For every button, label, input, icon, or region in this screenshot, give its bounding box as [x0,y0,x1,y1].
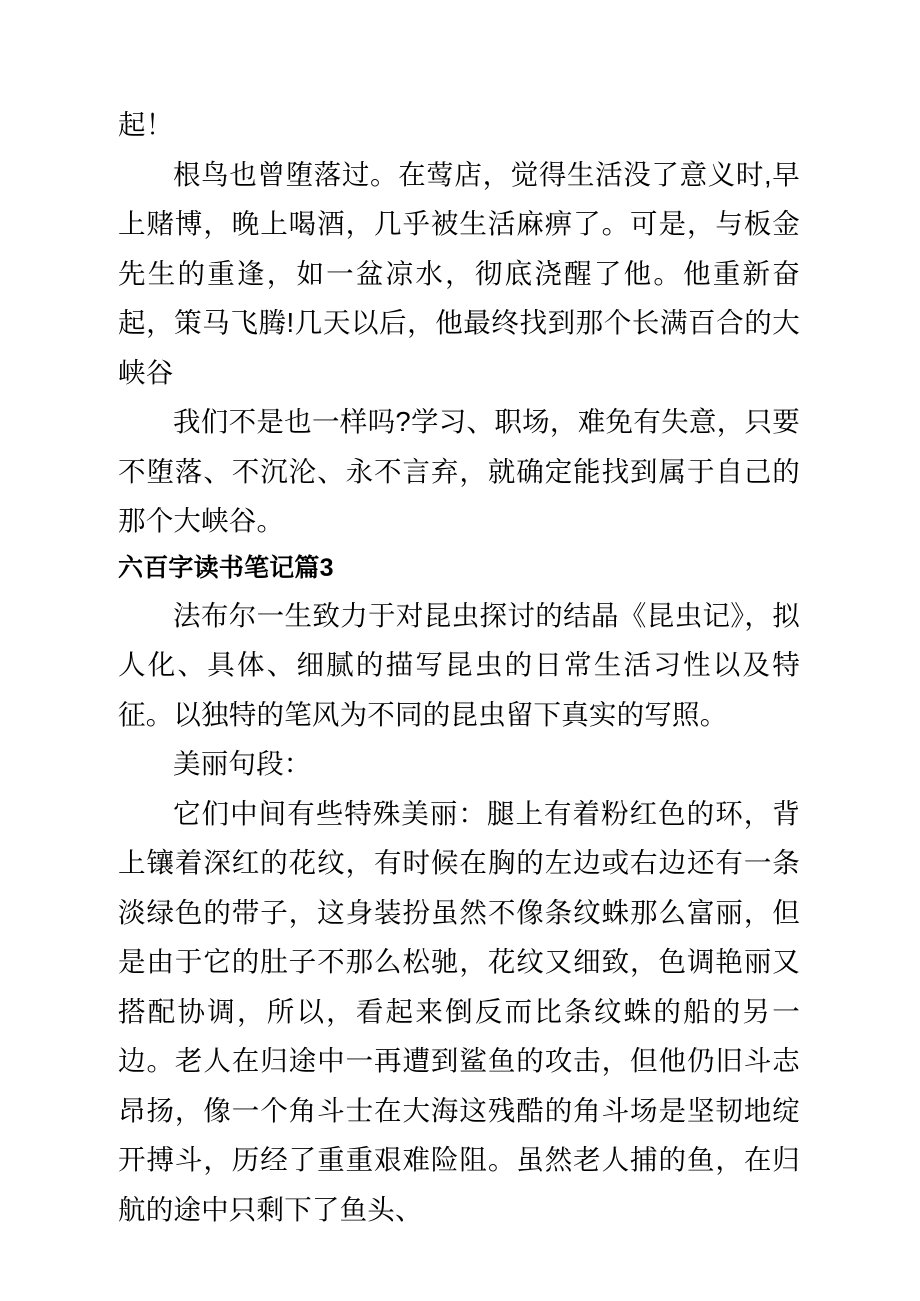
paragraph-description: 它们中间有些特殊美丽：腿上有着粉红色的环，背上镶着深红的花纹，有时候在胸的左边或右边还有一条淡绿色的带子，这身装扮虽然不像条纹蛛那么富丽，但是由于它的肚子不那么松驰，花纹又细致，色调艳丽又搭配协调，所以，看起来倒反而比条纹蛛的船的另一边。老人在归途中一再遭到鲨鱼的攻击，但他仍旧斗志昂扬，像一个角斗士在大海这残酷的角斗场是坚韧地绽开搏斗，历经了重重艰难险阻。虽然老人捕的鱼，在归航的途中只剩下了鱼头、 [118,797,800,1225]
paragraph-orphan-line: 起！ [118,109,174,140]
paragraph-gen-niao: 根鸟也曾堕落过。在莺店，觉得生活没了意义时,早上赌博，晚上喝酒，几乎被生活麻痹了。可是，与板金先生的重逢，如一盆凉水，彻底浇醒了他。他重新奋起，策马飞腾!几天以后，他最终找到那个长满百合的大峡谷 [118,158,800,388]
paragraph-fabre: 法布尔一生致力于对昆虫探讨的结晶《昆虫记》，拟人化、具体、细腻的描写昆虫的日常生活习性以及特征。以独特的笔风为不同的昆虫留下真实的写照。 [118,599,800,730]
section-heading-3: 六百字读书笔记篇3 [118,553,334,582]
paragraph-beautiful-passages-label: 美丽句段： [173,748,312,779]
paragraph-women-yiyang: 我们不是也一样吗?学习、职场，难免有失意，只要不堕落、不沉沦、永不言弃，就确定能找到属于自己的那个大峡谷。 [118,406,800,536]
document-body [118,100,800,1234]
